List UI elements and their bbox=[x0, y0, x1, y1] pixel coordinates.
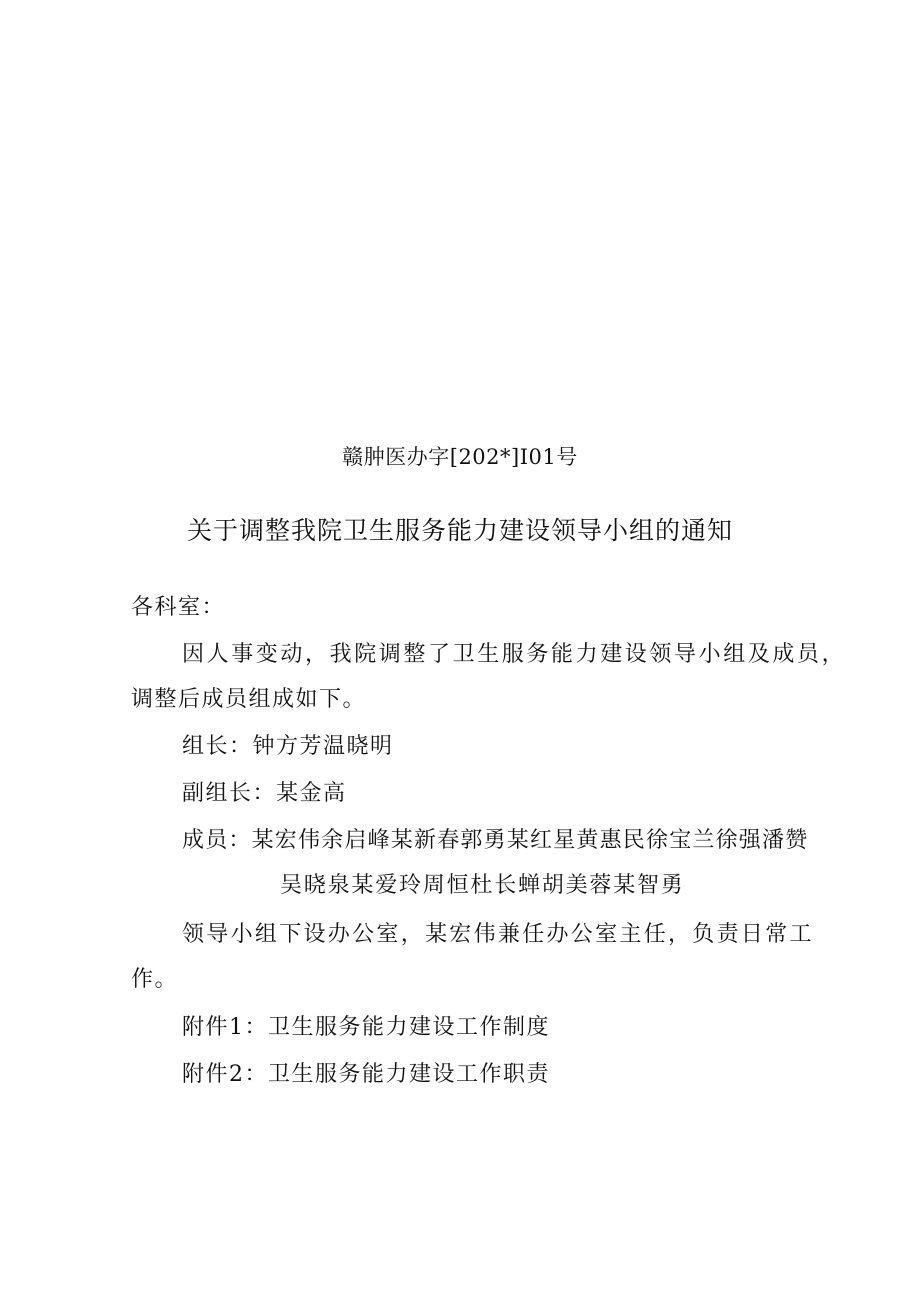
office-note-line: 作。 bbox=[131, 967, 179, 992]
group-leader: 组长：钟方芳温晓明 bbox=[182, 734, 394, 759]
salutation: 各科室： bbox=[131, 595, 226, 620]
document-number: 赣肿医办字[202*]I01号 bbox=[342, 445, 578, 469]
paragraph-line: 调整后成员组成如下。 bbox=[131, 687, 367, 712]
members-line: 吴晓泉某爱玲周恒杜长蝉胡美蓉某智勇 bbox=[280, 873, 685, 898]
attachment-item: 附件2：卫生服务能力建设工作职责 bbox=[182, 1062, 550, 1087]
office-note-line: 领导小组下设办公室，某宏伟兼任办公室主任，负责日常工 bbox=[182, 922, 814, 947]
members-line: 成员：某宏伟余启峰某新春郭勇某红星黄惠民徐宝兰徐强潘赞 bbox=[182, 828, 809, 853]
paragraph-line: 因人事变动，我院调整了卫生服务能力建设领导小组及成员， bbox=[182, 642, 847, 667]
deputy-group-leader: 副组长：某金高 bbox=[182, 781, 347, 806]
document-title: 关于调整我院卫生服务能力建设领导小组的通知 bbox=[186, 516, 733, 545]
attachment-item: 附件1：卫生服务能力建设工作制度 bbox=[182, 1015, 550, 1040]
